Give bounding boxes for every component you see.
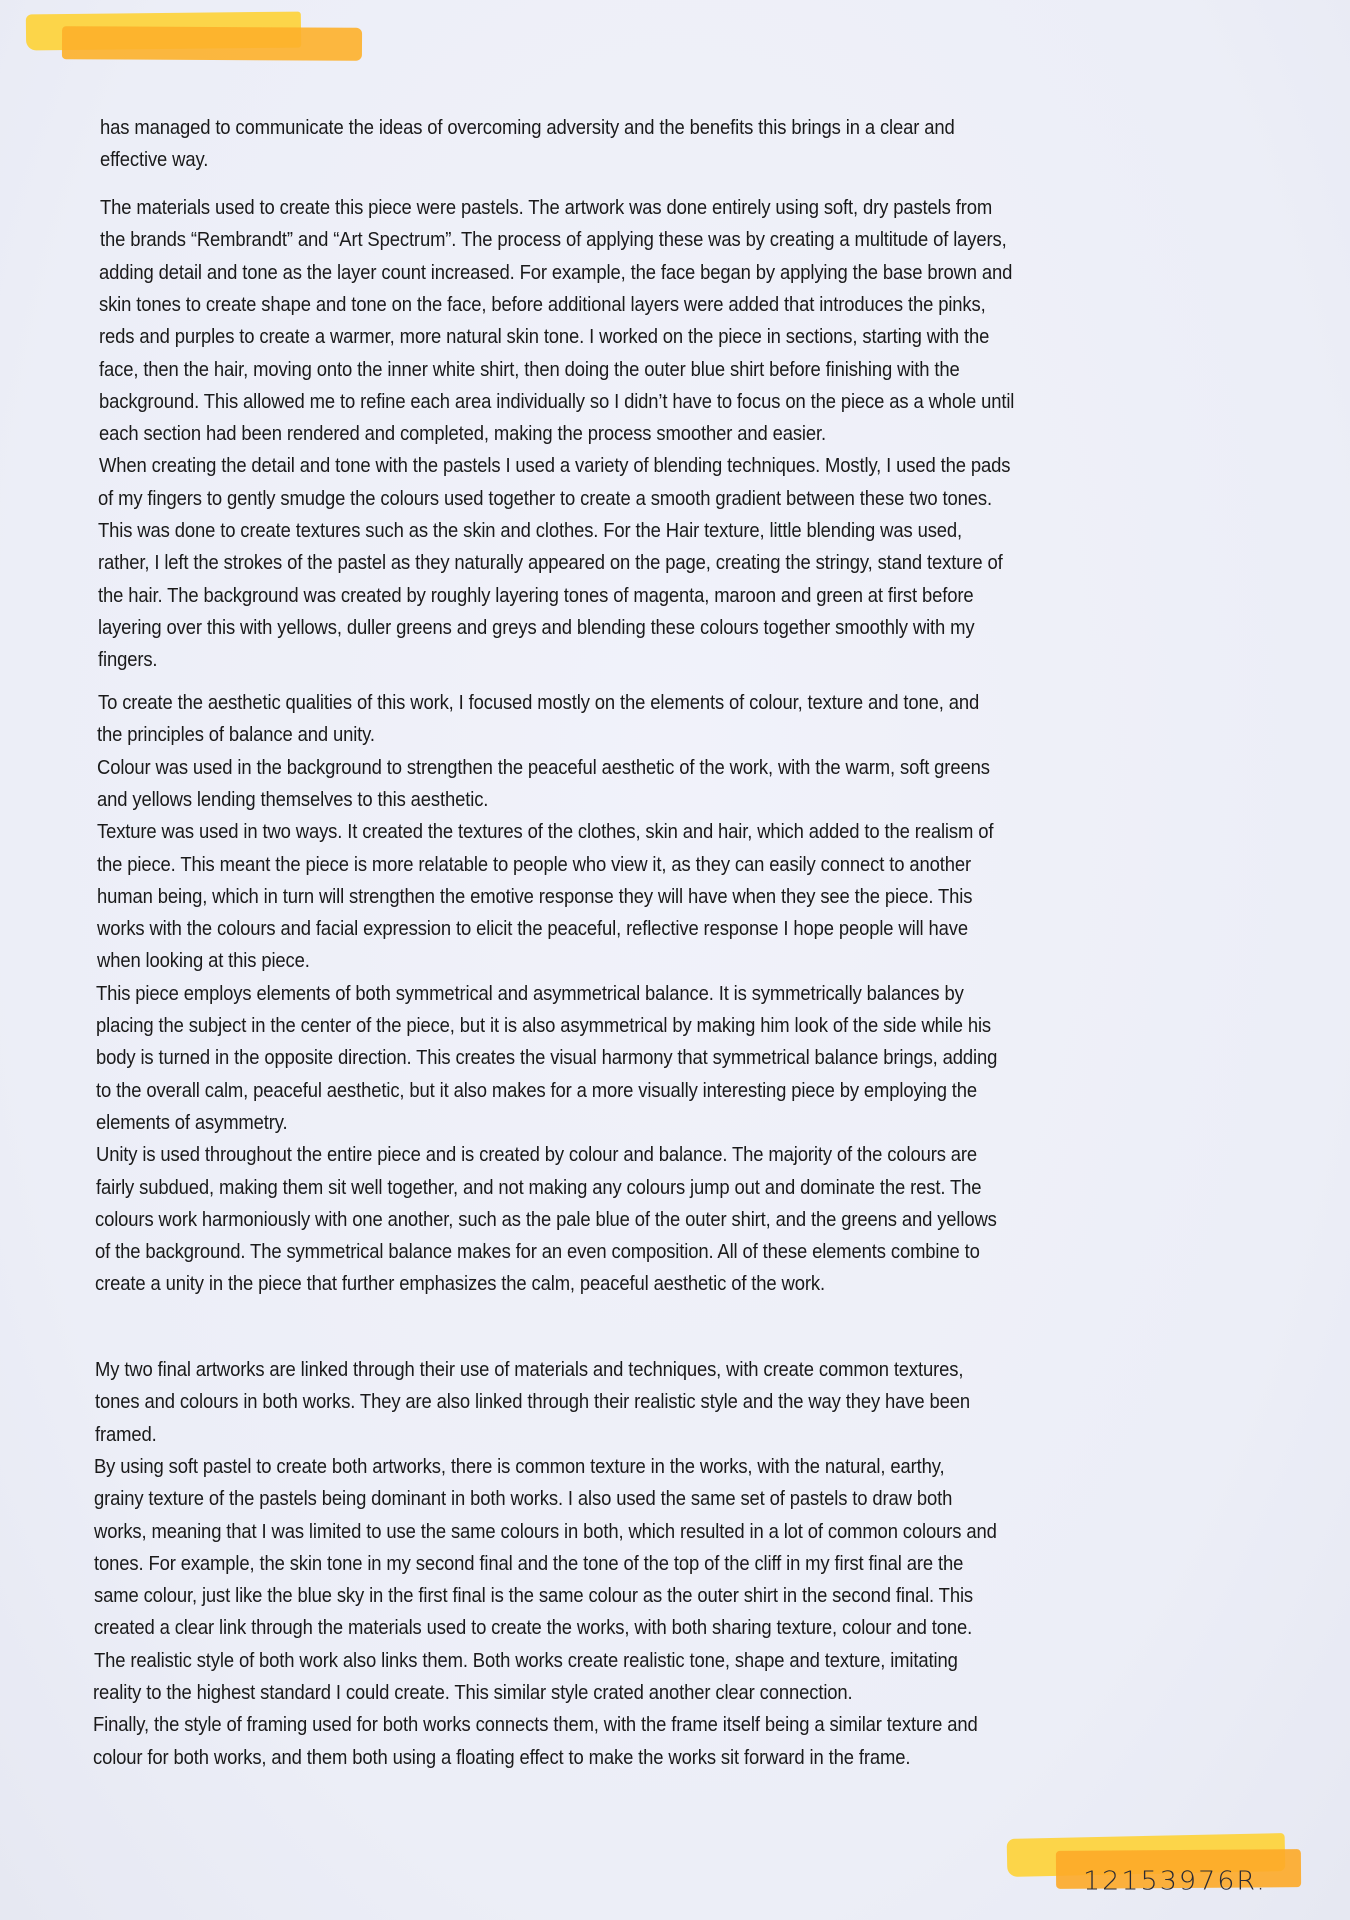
text-line: the brands “Rembrandt” and “Art Spectrum”. The process of applying these was by creating a multitude of layers, [99,228,1007,252]
text-line: of my fingers to gently smudge the colours used together to create a smooth gradient between these two tones. [98,486,993,510]
text-line: rather, I left the strokes of the pastel as they naturally appeared on the page, creating the stringy, stand texture of [98,551,1003,575]
text-line: works with the colours and facial expression to elicit the peaceful, reflective response I hope people will have [96,917,968,941]
text-line: Unity is used throughout the entire piece and is created by colour and balance. The majority of the colours are [95,1143,977,1167]
text-line: grainy texture of the pastels being dominant in both works. I also used the same set of pastels to draw both [94,1487,953,1511]
text-line: the piece. This meant the piece is more relatable to people who view it, as they can easily connect to another [96,852,971,876]
text-line: reality to the highest standard I could create. This similar style crated another clear connection. [93,1681,853,1704]
text-line: Colour was used in the background to strengthen the peaceful aesthetic of the work, with the warm, soft greens [97,755,991,779]
text-line: reds and purples to create a warmer, more natural skin tone. I worked on the piece in sections, starting with the [99,325,990,349]
text-line: tones. For example, the skin tone in my second final and the tone of the top of the cliff in my first final are the [94,1551,964,1575]
text-line: when looking at this piece. [96,949,310,973]
text-line: By using soft pastel to create both artworks, there is common texture in the works, with the natural, earthy, [94,1454,945,1478]
text-line: fairly subdued, making them sit well together, and not making any colours jump out and dominate the rest. The [95,1175,981,1199]
text-line: body is turned in the opposite direction. This creates the visual harmony that symmetrical balance brings, adding [96,1046,998,1070]
text-line: each section had been rendered and completed, making the process smoother and easier. [98,422,826,446]
text-line: skin tones to create shape and tone on the face, before additional layers were added that introduces the pinks, [99,292,986,316]
student-id-handwritten: 12153976R. [1083,1866,1267,1897]
text-line: colour for both works, and them both using a floating effect to make the works sit forward in the frame. [93,1745,911,1769]
text-line: effective way. [99,148,209,172]
text-line: Finally, the style of framing used for both works connects them, with the frame itself being a similar texture and [93,1713,978,1737]
text-line: This piece employs elements of both symmetrical and asymmetrical balance. It is symmetrically balances by [96,981,965,1005]
text-line: Texture was used in two ways. It created the textures of the clothes, skin and hair, which added to the realism of [97,820,994,844]
text-line: elements of asymmetry. [95,1110,288,1134]
text-line: works, meaning that I was limited to use the same colours in both, which resulted in a lot of common colours and [94,1519,997,1543]
text-line: fingers. [97,648,158,672]
text-line: My two final artworks are linked through their use of materials and techniques, with create common textures, [94,1358,964,1381]
text-line: layering over this with yellows, duller greens and greys and blending these colours together smoothly with my [97,615,975,639]
text-line: The realistic style of both work also links them. Both works create realistic tone, shape and texture, imitating [93,1648,958,1672]
text-line: tones and colours in both works. They are also linked through their realistic style and the way they have been [94,1390,970,1414]
text-line: to the overall calm, peaceful aesthetic, but it also makes for a more visually interesting piece by employing the [96,1078,978,1102]
text-line: the hair. The background was created by roughly layering tones of magenta, maroon and green at first before [98,583,974,607]
text-line: framed. [94,1422,157,1446]
text-line: the principles of balance and unity. [97,723,376,747]
text-line: placing the subject in the center of the piece, but it is also asymmetrical by making him look of the side while his [96,1014,992,1037]
text-line: human being, which in turn will strengthen the emotive response they will have when they see the piece. This [96,884,973,908]
text-line: same colour, just like the blue sky in the first final is the same colour as the outer shirt in the second final. This [93,1584,973,1608]
text-line: created a clear link through the materials used to create the works, with both sharing texture, colour and tone. [93,1616,972,1640]
text-line: colours work harmoniously with one another, such as the pale blue of the outer shirt, and the greens and yellows [95,1207,998,1231]
text-line: face, then the hair, moving onto the inner white shirt, then doing the outer blue shirt before finishing with the [99,357,960,381]
text-line: has managed to communicate the ideas of overcoming adversity and the benefits this brings in a clear and [100,116,955,139]
text-line: This was done to create textures such as the skin and clothes. For the Hair texture, little blending was used, [98,519,963,542]
text-line: When creating the detail and tone with the pastels I used a variety of blending techniques. Mostly, I used the pads [98,454,1010,478]
text-line: adding detail and tone as the layer count increased. For example, the face began by applying the base brown and [99,260,1013,284]
text-line: The materials used to create this piece were pastels. The artwork was done entirely using soft, dry pastels from [99,196,992,219]
text-line: background. This allowed me to refine each area individually so I didn’t have to focus on the piece as a whole until [98,389,1015,413]
text-line: create a unity in the piece that further emphasizes the calm, peaceful aesthetic of the work. [95,1272,826,1296]
text-line: of the background. The symmetrical balance makes for an even composition. All of these elements combine to [95,1240,981,1264]
text-line: and yellows lending themselves to this aesthetic. [97,787,489,811]
text-line: To create the aesthetic qualities of this work, I focused mostly on the elements of colour, texture and tone, and [97,691,979,714]
highlighter-mark-top-orange [62,26,362,61]
